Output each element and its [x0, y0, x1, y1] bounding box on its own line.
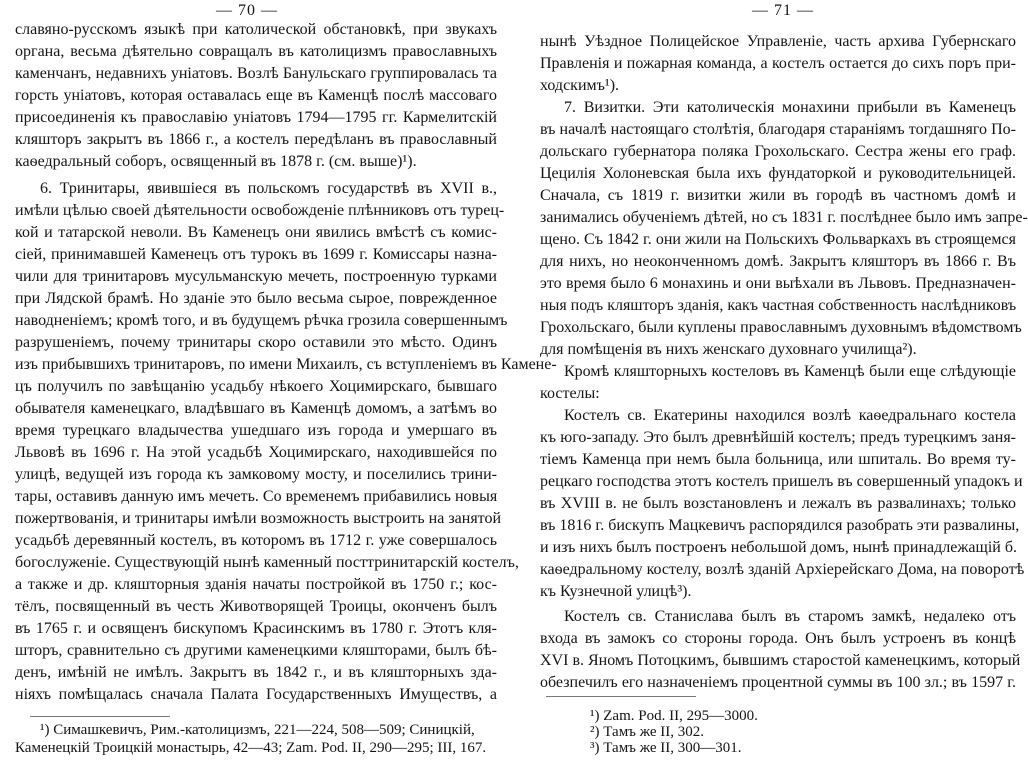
paragraph-start-line: 7. Визитки. Эти католическія монахини прибыли въ Каменецъ — [564, 99, 1016, 116]
footnote-divider — [30, 716, 170, 717]
text-line: Грохольскаго, были куплены православнымъ духовнымъ вѣдомствомъ — [540, 319, 1022, 336]
text-line: нынѣ Уѣздное Полицейское Управленіе, часть архива Губернскаго — [540, 33, 1016, 50]
text-line: обывателя каменецкаго, владѣвшаго въ Каменцѣ домомъ, а затѣмъ во — [15, 400, 497, 417]
text-line: каменчанъ, недавнихъ уніатовъ. Возлѣ Банульскаго группировалась та — [15, 65, 497, 82]
text-line: къ юго-западу. Это былъ древнѣйшій костелъ; предъ турецкимъ заня- — [540, 429, 1016, 446]
text-line: XVI в. Яномъ Потоцкимъ, бывшимъ старостой каменецкимъ, который — [540, 652, 1021, 669]
text-line: въ 1765 г. и освященъ бискупомъ Красинскимъ въ 1780 г. Этотъ кля- — [15, 620, 497, 637]
text-line: въ XVIII в. не былъ возстановленъ и лежалъ въ развалинахъ; только — [540, 495, 1016, 512]
footnote: Каменецкій Троицкій монастырь, 42—43; Zam. Pod. II, 290—295; III, 167. — [15, 740, 487, 756]
text-line: при Лядской брамѣ. Но зданіе это было весьма сырое, поврежденное — [15, 290, 497, 307]
text-line: денъ, имѣній не имѣлъ. Закрытъ въ 1842 г., и въ кляшторныхъ зда- — [15, 664, 497, 681]
text-line: въ 1816 г. бискупъ Мацкевичъ распорядился разобрать эти развалины, — [540, 517, 1020, 534]
text-line: горсть уніатовъ, которая оставалась еще въ Каменцѣ послѣ массоваго — [15, 87, 497, 104]
text-line: Львовѣ въ 1696 г. На этой усадьбѣ Хоцимирскаго, находившейся по — [15, 444, 497, 461]
text-line: пожертвованія, и тринитары имѣли возможность выстроить на занятой — [15, 510, 502, 527]
footnote-divider — [546, 696, 696, 697]
text-line: Правленія и пожарная команда, а костелъ остается до сихъ поръ при- — [540, 55, 1016, 72]
page-number: — 70 — — [216, 2, 278, 19]
text-line: присоединенія къ православію уніатовъ 1794—1795 гг. Кармелитскій — [15, 109, 497, 126]
text-line: и изъ нихъ былъ построенъ небольшой домъ, нынѣ принадлежащій б. — [540, 539, 1017, 556]
text-line: тіемъ Каменца при немъ была больница, или шпиталь. Во время ту- — [540, 451, 1016, 468]
text-line: каѳедральному костелу, возлѣ зданій Архіерейскаго Дома, на поворотѣ — [540, 561, 1025, 578]
text-line: каѳедральный соборъ, освященный въ 1878 г. (см. выше)¹). — [15, 153, 417, 170]
text-line: чили для тринитаровъ мусульманскую мечеть, построенную турками — [15, 268, 497, 285]
paragraph-start-line: Костелъ св. Екатерины находился возлѣ каѳедральнаго костела — [564, 407, 1016, 424]
paragraph-start-line: 6. Тринитары, явившіеся въ польскомъ государствѣ въ XVII в., — [40, 180, 497, 197]
text-line: тары, оставивъ данную имъ мечеть. Со временемъ прибавились новыя — [15, 488, 498, 505]
text-line: наводненіемъ; кромѣ того, и въ будущемъ рѣчка грозила совершеннымъ — [15, 312, 508, 329]
text-line: ніяхъ помѣщалась сначала Палата Государственныхъ Имуществъ, а — [15, 686, 497, 703]
text-line: щено. Съ 1842 г. они жили на Польскихъ Фольваркахъ въ строящемся — [540, 231, 1016, 248]
text-line: рецкаго господства этотъ костелъ пришелъ въ совершенный упадокъ и — [540, 473, 1023, 490]
text-line: кой и татарской неволи. Въ Каменецъ они явились вмѣстѣ съ комис- — [15, 224, 497, 241]
text-line: для нихъ, но неоконченномъ домѣ. Закрытъ кляшторъ въ 1866 г. Въ — [540, 253, 1016, 270]
text-line: богослуженіе. Существующій нынѣ каменный посттринитарскій костелъ, — [15, 554, 519, 571]
text-line: Сначала, съ 1819 г. визитки жили въ городѣ въ частномъ домѣ и — [540, 187, 1016, 204]
text-line: обезпечилъ его назначеніемъ процентной суммы въ 100 зл.; въ 1597 г. — [540, 674, 1016, 691]
text-line: кляшторъ закрытъ въ 1866 г., а костелъ передѣланъ въ православный — [15, 131, 497, 148]
text-line: въ началѣ настоящаго столѣтія, благодаря стараніямъ тогдашняго По- — [540, 121, 1016, 138]
paragraph-start-line: Кромѣ кляшторныхъ костеловъ въ Каменцѣ были еще слѣдующіе — [564, 363, 1016, 380]
text-line: усадьбѣ деревянный костелъ, въ которомъ въ 1712 г. уже совершалось — [15, 532, 497, 549]
text-line: занимались обученіемъ дѣтей, но съ 1831 г. послѣднее было имъ запре- — [540, 209, 1028, 226]
footnote: ³) Тамъ же II, 300—301. — [590, 740, 742, 756]
text-line: улицѣ, ведущей изъ города къ замковому мосту, и поселились трини- — [15, 466, 497, 483]
text-line: ходскимъ¹). — [540, 77, 620, 94]
text-line: для помѣщенія въ нихъ женскаго духовнаго училища²). — [540, 341, 917, 358]
text-line: славяно-русскомъ языкѣ при католической обстановкѣ, при звукахъ — [15, 21, 497, 38]
text-line: ныя подъ кляшторъ зданія, какъ частная собственность наслѣдниковъ — [540, 297, 1017, 314]
page-number: — 71 — — [752, 2, 814, 19]
text-line: тёлъ, посвященный въ честь Животворящей Троицы, оконченъ былъ — [15, 598, 497, 615]
text-line: органа, весьма дѣятельно совращалъ въ католицизмъ православныхъ — [15, 43, 497, 60]
text-line: костелы: — [540, 385, 600, 402]
footnote: ²) Тамъ же II, 302. — [590, 724, 705, 740]
text-line: время турецкаго владычества ушедшаго изъ города и умершаго въ — [15, 422, 497, 439]
footnote: ¹) Zam. Pod. II, 295—3000. — [590, 708, 758, 724]
text-line: изъ прибывшихъ тринитаровъ, по имени Михаилъ, съ вступленіемъ въ Камене- — [15, 356, 557, 373]
text-line: разрушеніемъ, почему тринитары скоро оставили это мѣсто. Одинъ — [15, 334, 497, 351]
text-line: дольскаго губернатора поляка Грохольскаго. Сестра жены его граф. — [540, 143, 1016, 160]
text-line: имѣли цѣлью своей дѣятельности освобожденіе плѣнниковъ отъ турец- — [15, 202, 505, 219]
text-line: это время было 6 монахинь и они выѣхали въ Львовъ. Предназначен- — [540, 275, 1016, 292]
text-line: входа въ замокъ со стороны города. Онъ былъ устроенъ въ концѣ — [540, 630, 1016, 647]
paragraph-start-line: Костелъ св. Станислава былъ въ старомъ замкѣ, недалеко отъ — [564, 608, 1016, 625]
text-line: а также и др. кляшторныя зданія начаты постройкой въ 1750 г.; кос- — [15, 576, 497, 593]
text-line: къ Кузнечной улицѣ³). — [540, 583, 692, 600]
text-line: Цецилія Холоневская была ихъ фундаторкой и руководительницей. — [540, 165, 1016, 182]
text-line: цъ получилъ по завѣщанію усадьбу нѣкоего Хоцимирскаго, бывшаго — [15, 378, 497, 395]
text-line: шторъ, сравнительно съ другими каменецкими кляшторами, былъ бѣ- — [15, 642, 497, 659]
footnote: ¹) Симашкевичъ, Рим.-католицизмъ, 221—224, 508—509; Синицкій, — [40, 722, 475, 738]
text-line: сіей, принимавшей Каменецъ отъ турокъ въ 1699 г. Комиссары назна- — [15, 246, 497, 263]
